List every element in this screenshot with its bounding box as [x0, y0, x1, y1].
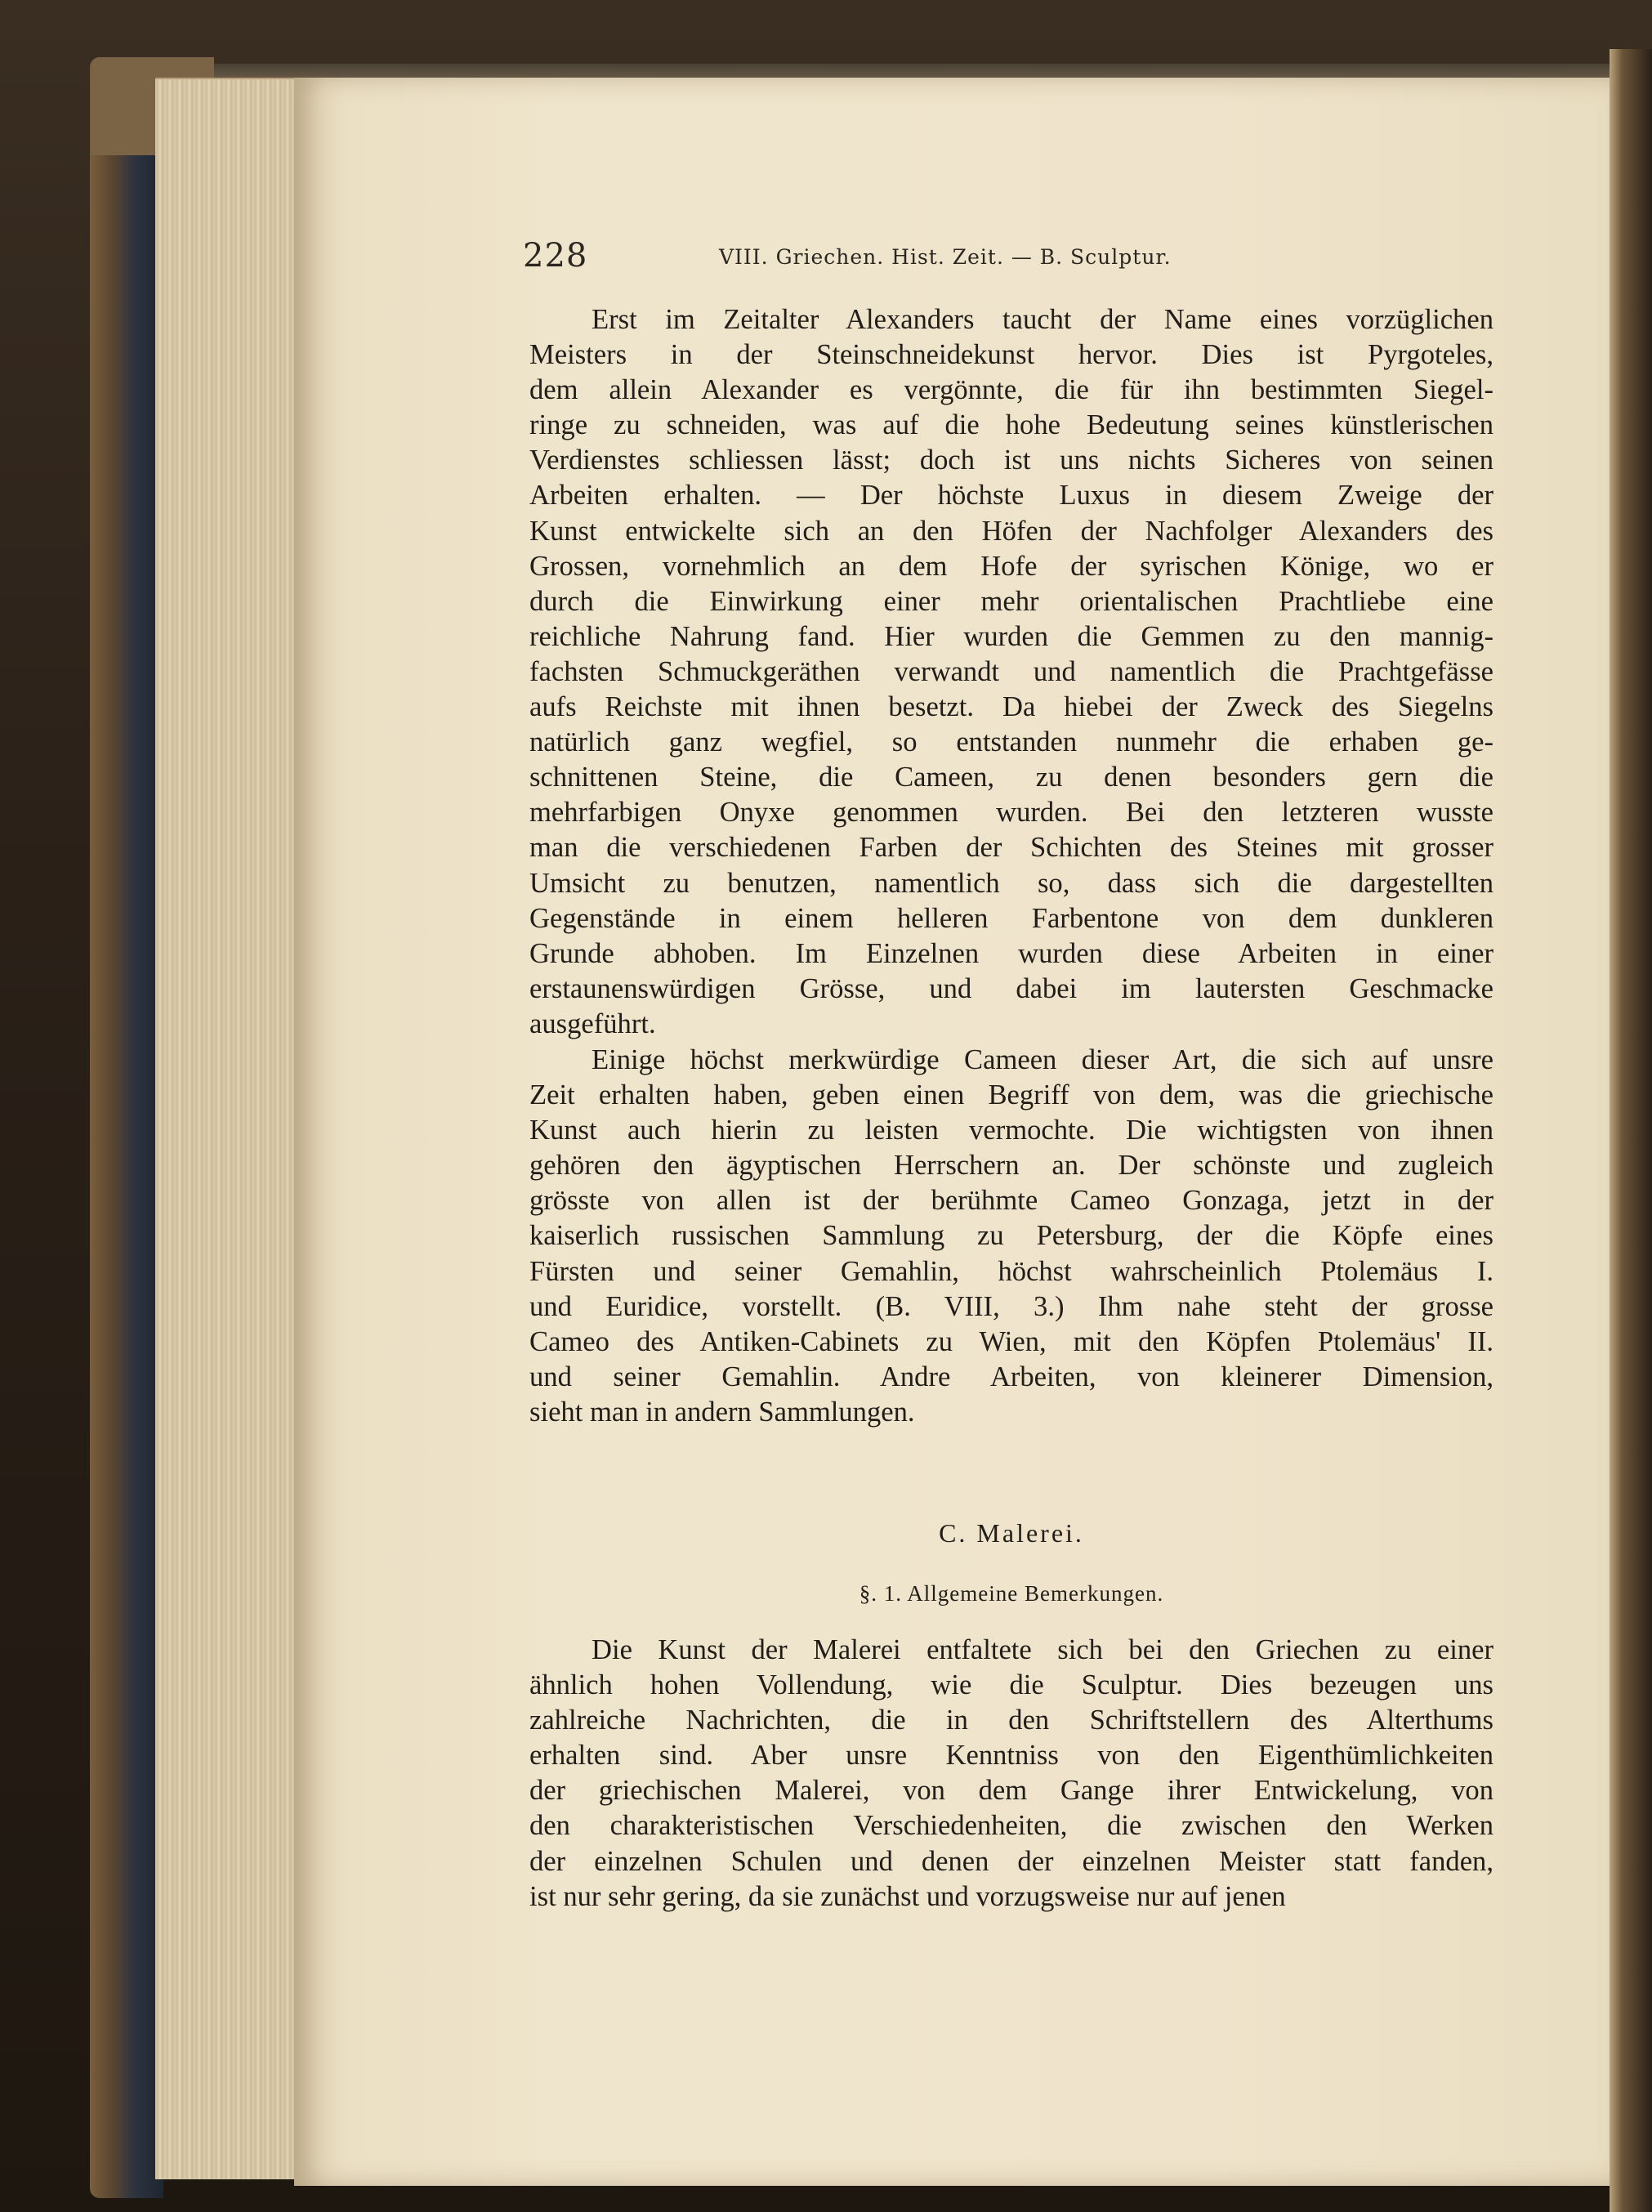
text-line: zahlreiche Nachrichten, die in den Schriftstellern des Alterthums — [529, 1705, 1493, 1736]
text-line: ausgeführt. — [529, 1008, 656, 1039]
text-line: sieht man in andern Sammlungen. — [529, 1396, 915, 1428]
text-line: dem allein Alexander es vergönnte, die für ihn bestimmten Siegel- — [529, 374, 1493, 406]
text-line: grösste von allen ist der berühmte Cameo Gonzaga, jetzt in der — [529, 1185, 1493, 1217]
text-line: kaiserlich russischen Sammlung zu Petersburg, der die Köpfe eines — [529, 1220, 1493, 1252]
paragraph-1 — [529, 302, 1493, 1042]
book-cover — [90, 57, 163, 2198]
text-line: durch die Einwirkung einer mehr orientalischen Prachtliebe eine — [529, 585, 1493, 617]
sub-heading: §. 1. Allgemeine Bemerkungen. — [859, 1581, 1164, 1606]
text-line: Erst im Zeitalter Alexanders taucht der Name eines vorzüglichen — [592, 304, 1493, 335]
text-line: gehören den ägyptischen Herrschern an. Der schönste und zugleich — [529, 1150, 1493, 1182]
text-line: Zeit erhalten haben, geben einen Begriff von dem, was die griechische — [529, 1079, 1493, 1111]
text-line: Umsicht zu benutzen, namentlich so, dass sich die dargestellten — [529, 867, 1493, 899]
section-heading: C. Malerei. — [939, 1518, 1084, 1548]
text-line: Grossen, vornehmlich an dem Hofe der syrischen Könige, wo er — [529, 550, 1493, 582]
text-line: Arbeiten erhalten. — Der höchste Luxus in diesem Zweige der — [529, 480, 1493, 512]
text-line: Gegenstände in einem helleren Farbentone von dem dunkleren — [529, 902, 1493, 934]
facing-page-edge — [1610, 49, 1652, 2212]
page-number: 228 — [523, 237, 588, 275]
text-line: man die verschiedenen Farben der Schichten des Steines mit grosser — [529, 832, 1493, 864]
text-line: ringe zu schneiden, was auf die hohe Bedeutung seines künstlerischen — [529, 409, 1493, 441]
text-line: Einige höchst merkwürdige Cameen dieser Art, die sich auf unsre — [592, 1044, 1493, 1075]
text-line: reichliche Nahrung fand. Hier wurden die Gemmen zu den mannig- — [529, 620, 1493, 652]
paragraph-3 — [529, 1633, 1493, 1915]
text-line: schnittenen Steine, die Cameen, zu denen besonders gern die — [529, 762, 1493, 793]
paragraph-2 — [529, 1043, 1493, 1430]
text-line: Kunst entwickelte sich an den Höfen der Nachfolger Alexanders des — [529, 515, 1493, 547]
text-line: Grunde abhoben. Im Einzelnen wurden diese Arbeiten in einer — [529, 937, 1493, 969]
running-title: VIII. Griechen. Hist. Zeit. — B. Sculptur. — [719, 245, 1172, 269]
text-line: Fürsten und seiner Gemahlin, höchst wahrscheinlich Ptolemäus I. — [529, 1255, 1493, 1287]
text-line: Cameo des Antiken-Cabinets zu Wien, mit den Köpfen Ptolemäus' II. — [529, 1325, 1493, 1357]
text-line: erstaunenswürdigen Grösse, und dabei im lautersten Geschmacke — [529, 972, 1493, 1004]
text-line: ist nur sehr gering, da sie zunächst und vorzugsweise nur auf jenen — [529, 1880, 1286, 1912]
text-line: Kunst auch hierin zu leisten vermochte. Die wichtigsten von ihnen — [529, 1115, 1493, 1146]
text-line: erhalten sind. Aber unsre Kenntniss von den Eigenthümlichkeiten — [529, 1740, 1493, 1772]
text-line: der einzelnen Schulen und denen der einzelnen Meister statt fanden, — [529, 1845, 1493, 1877]
text-line: ähnlich hohen Vollendung, wie die Sculptur. Dies bezeugen uns — [529, 1669, 1493, 1701]
text-line: fachsten Schmuckgeräthen verwandt und namentlich die Prachtgefässe — [529, 655, 1493, 687]
text-line: und Euridice, vorstellt. (B. VIII, 3.) Ihm nahe steht der grosse — [529, 1290, 1493, 1322]
text-line: den charakteristischen Verschiedenheiten, die zwischen den Werken — [529, 1810, 1493, 1842]
text-line: und seiner Gemahlin. Andre Arbeiten, von kleinerer Dimension, — [529, 1361, 1493, 1392]
text-line: Verdienstes schliessen lässt; doch ist uns nichts Sicheres von seinen — [529, 445, 1493, 476]
text-line: aufs Reichste mit ihnen besetzt. Da hiebei der Zweck des Siegelns — [529, 691, 1493, 723]
text-line: Die Kunst der Malerei entfaltete sich bei den Griechen zu einer — [592, 1634, 1493, 1665]
text-line: der griechischen Malerei, von dem Gange ihrer Entwickelung, von — [529, 1775, 1493, 1807]
text-line: mehrfarbigen Onyxe genommen wurden. Bei den letzteren wusste — [529, 797, 1493, 829]
text-line: Meisters in der Steinschneidekunst hervor. Dies ist Pyrgoteles, — [529, 339, 1493, 371]
text-line: natürlich ganz wegfiel, so entstanden nunmehr die erhaben ge- — [529, 726, 1493, 758]
page-edges-stack — [155, 78, 306, 2179]
